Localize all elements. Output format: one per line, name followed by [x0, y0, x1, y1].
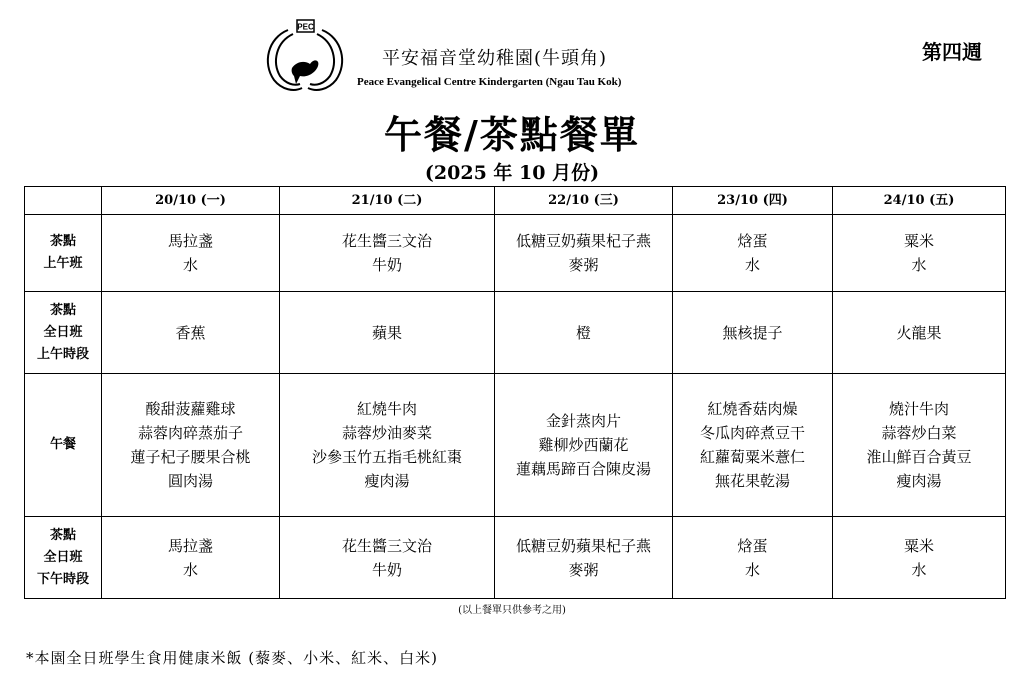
menu-cell: 無核提子 [673, 292, 833, 374]
menu-cell: 馬拉盞 水 [102, 517, 280, 599]
menu-table [24, 186, 1006, 599]
menu-cell: 粟米 水 [833, 215, 1006, 292]
day-header: 20/10 (一) [102, 187, 280, 215]
school-logo [258, 18, 352, 102]
page-title: 午餐/茶點餐單 [384, 112, 640, 157]
school-name-chinese: 平安福音堂幼稚園(牛頭角) [382, 48, 608, 69]
menu-cell: 紅燒香菇肉燥 冬瓜肉碎煮豆干 紅蘿蔔粟米薏仁 無花果乾湯 [673, 374, 833, 517]
menu-cell: 馬拉盞 水 [102, 215, 280, 292]
menu-cell: 紅燒牛肉 蒜蓉炒油麥菜 沙參玉竹五指毛桃紅棗 瘦肉湯 [280, 374, 495, 517]
table-row [25, 374, 1006, 517]
table-header-row [25, 187, 1006, 215]
menu-cell: 低糖豆奶蘋果杞子燕 麥粥 [495, 215, 673, 292]
menu-cell: 香蕉 [102, 292, 280, 374]
day-header: 23/10 (四) [673, 187, 833, 215]
row-label: 茶點 全日班 下午時段 [25, 517, 102, 599]
day-header: 21/10 (二) [280, 187, 495, 215]
menu-cell: 焓蛋 水 [673, 517, 833, 599]
menu-cell: 花生醬三文治 牛奶 [280, 517, 495, 599]
menu-cell: 燒汁牛肉 蒜蓉炒白菜 淮山鮮百合黃豆 瘦肉湯 [833, 374, 1006, 517]
menu-cell: 酸甜菠蘿雞球 蒜蓉肉碎蒸茄子 蓮子杞子腰果合桃 圓肉湯 [102, 374, 280, 517]
menu-cell: 焓蛋 水 [673, 215, 833, 292]
row-label: 午餐 [25, 374, 102, 517]
table-row [25, 517, 1006, 599]
day-header: 24/10 (五) [833, 187, 1006, 215]
menu-cell: 花生醬三文治 牛奶 [280, 215, 495, 292]
menu-cell: 低糖豆奶蘋果杞子燕 麥粥 [495, 517, 673, 599]
reference-note: (以上餐單只供參考之用) [458, 605, 566, 616]
menu-cell: 橙 [495, 292, 673, 374]
menu-cell: 火龍果 [833, 292, 1006, 374]
day-header: 22/10 (三) [495, 187, 673, 215]
school-name-english: Peace Evangelical Centre Kindergarten (Ngau Tau Kok) [357, 76, 622, 88]
table-row [25, 215, 1006, 292]
row-label: 茶點 上午班 [25, 215, 102, 292]
rice-footnote: *本園全日班學生食用健康米飯 (藜麥、小米、紅米、白米) [26, 649, 438, 667]
logo-text: PEC [297, 22, 314, 32]
month-subtitle: (2025 年 10 月份) [424, 162, 600, 184]
table-row [25, 292, 1006, 374]
menu-cell: 金針蒸肉片 雞柳炒西蘭花 蓮藕馬蹄百合陳皮湯 [495, 374, 673, 517]
row-label: 茶點 全日班 上午時段 [25, 292, 102, 374]
menu-cell: 粟米 水 [833, 517, 1006, 599]
header-corner [25, 187, 102, 215]
week-label: 第四週 [922, 40, 982, 64]
menu-cell: 蘋果 [280, 292, 495, 374]
